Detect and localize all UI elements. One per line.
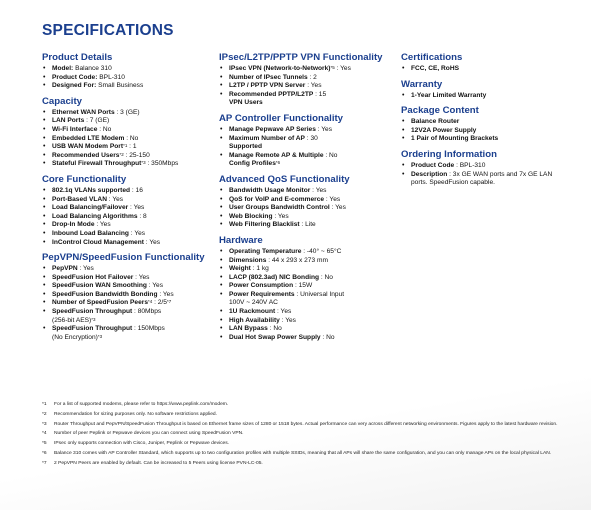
footnote-mark: *5 xyxy=(42,441,47,447)
spec-item xyxy=(219,74,393,83)
spec-item xyxy=(42,204,220,213)
spec-key: Number of IPsec Tunnels xyxy=(229,73,308,81)
spec-value: : 44 x 293 x 273 mm xyxy=(266,256,328,264)
footnote xyxy=(42,461,562,467)
section-title: Advanced QoS Functionality xyxy=(219,173,350,185)
section-title: Package Content xyxy=(401,105,479,117)
spec-value: : Lite xyxy=(299,221,316,229)
spec-value: : 3 (GE) xyxy=(114,108,140,116)
spec-item xyxy=(401,65,561,74)
spec-value: : Yes xyxy=(334,65,351,72)
spec-section xyxy=(219,174,393,230)
spec-key: LACP (802.3ad) NIC Bonding xyxy=(229,273,320,281)
spec-item xyxy=(42,196,220,205)
spec-list xyxy=(42,265,220,342)
spec-key: IPsec VPN (Network-to-Network) xyxy=(229,65,331,72)
spec-key: Number of SpeedFusion Peers xyxy=(52,299,148,307)
spec-key: SpeedFusion Hot Failover xyxy=(52,273,134,281)
spec-item xyxy=(219,65,393,74)
spec-key: Designed For: xyxy=(52,82,97,90)
spec-item xyxy=(42,117,220,126)
spec-item xyxy=(42,299,220,308)
spec-key: Manage Pepwave AP Series xyxy=(229,125,316,133)
spec-value: : Universal Input xyxy=(294,290,345,298)
spec-key: 1U Rackmount xyxy=(229,308,276,316)
footnote-mark: *4 xyxy=(42,431,47,437)
spec-value: BPL-310 xyxy=(97,73,125,81)
spec-key: Wi-Fi Interface xyxy=(52,125,98,133)
spec-item xyxy=(42,265,220,274)
footnote-text: IPsec only supports connection with Cisco, Juniper, Peplink or Pepwave devices. xyxy=(54,441,230,447)
page-title: SPECIFICATIONS xyxy=(42,22,174,39)
section-title: Warranty xyxy=(401,78,443,90)
footnote-ref: *2 xyxy=(119,151,124,157)
footnote-mark: *3 xyxy=(42,421,47,427)
spec-value: : 16 xyxy=(130,186,143,194)
spec-key: Web Filtering Blacklist xyxy=(229,221,300,229)
section-title: IPsec/L2TP/PPTP VPN Functionality xyxy=(219,52,383,63)
spec-column-1 xyxy=(42,52,220,347)
spec-item xyxy=(42,109,220,118)
footnote xyxy=(42,431,562,437)
footnote-mark: *1 xyxy=(42,402,47,407)
spec-value: : 3x GE WAN ports and 7x GE LAN ports. SpeedFusion capable. xyxy=(411,170,553,187)
spec-value: : Yes xyxy=(324,195,341,203)
spec-section xyxy=(42,96,220,169)
spec-value: : 7 (GE) xyxy=(84,117,110,125)
footnote-text: Balance 310 comes with AP Controller Standard, which supports up to two configuration profiles with multiple SSIDs, meaning that all APs will share the same configuration, and you can only manage APs on the local physical LAN. xyxy=(54,450,552,456)
spec-list xyxy=(42,65,220,91)
spec-key: 802.1q VLANs supported xyxy=(52,186,131,194)
footnote xyxy=(42,402,562,408)
spec-key: L2TP / PPTP VPN Server xyxy=(229,82,306,90)
section-title: Capacity xyxy=(42,95,82,107)
spec-key: Load Balancing/Failover xyxy=(52,204,129,212)
spec-continuation: (256-bit AES) xyxy=(52,316,92,324)
spec-key: Power Requirements xyxy=(229,290,295,298)
spec-item xyxy=(401,127,561,136)
spec-value: : Yes xyxy=(128,204,145,212)
spec-value: : Yes xyxy=(272,212,289,220)
spec-key: Model: xyxy=(52,65,74,72)
spec-value: : -40° ~ 65°C xyxy=(301,247,342,255)
spec-value: : No xyxy=(323,151,338,159)
spec-key: Embedded LTE Modem xyxy=(52,134,125,142)
spec-key: Product Code xyxy=(411,161,455,169)
spec-value: : 1 kg xyxy=(250,265,269,273)
footnote-ref: *7 xyxy=(166,299,172,305)
spec-item xyxy=(401,135,561,144)
spec-continuation: (No Encryption) xyxy=(52,333,98,341)
spec-key: Recommended PPTP/L2TP xyxy=(229,90,314,98)
footnote-ref: *4 xyxy=(148,299,153,305)
spec-item xyxy=(219,221,393,230)
spec-key: SpeedFusion Bandwidth Bonding xyxy=(52,290,158,298)
spec-list xyxy=(42,109,220,169)
spec-key: Product Code: xyxy=(52,73,98,81)
spec-item xyxy=(219,187,393,196)
footnote-mark: *6 xyxy=(42,450,47,456)
spec-item xyxy=(42,213,220,222)
spec-value: : 2 xyxy=(307,73,317,81)
section-title: AP Controller Functionality xyxy=(219,112,344,124)
spec-value: : Yes xyxy=(146,282,164,290)
spec-key: User Groups Bandwidth Control xyxy=(229,204,330,212)
spec-value: : 2/5 xyxy=(152,299,167,307)
spec-item xyxy=(219,317,393,326)
footnote xyxy=(42,412,562,418)
spec-section xyxy=(401,52,561,74)
spec-key: Load Balancing Algorithms xyxy=(52,212,138,220)
footnotes xyxy=(42,402,562,471)
spec-item xyxy=(219,91,393,108)
spec-value: : 15 xyxy=(313,90,327,98)
spec-key: Drop-In Mode xyxy=(52,221,95,229)
spec-value: : Yes xyxy=(133,273,150,281)
spec-item xyxy=(42,325,220,342)
spec-column-3 xyxy=(401,52,561,193)
spec-key: 1 Pair of Mounting Brackets xyxy=(411,135,499,143)
spec-item xyxy=(401,171,561,188)
spec-item xyxy=(42,126,220,135)
spec-continuation: VPN Users xyxy=(229,99,263,107)
spec-list xyxy=(42,187,220,247)
spec-list xyxy=(219,187,393,230)
footnote-ref: *3 xyxy=(91,316,96,322)
spec-value: : 350Mbps xyxy=(145,160,179,168)
spec-value: : 8 xyxy=(137,212,147,220)
spec-key: QoS for VoIP and E-commerce xyxy=(229,195,325,203)
footnote xyxy=(42,451,562,457)
spec-item xyxy=(42,152,220,161)
section-title: Product Details xyxy=(42,52,113,63)
spec-item xyxy=(219,282,393,291)
spec-item xyxy=(42,160,220,169)
spec-key: Stateful Firewall Throughput xyxy=(52,160,142,168)
spec-value: : No xyxy=(267,325,282,333)
spec-key: SpeedFusion WAN Smoothing xyxy=(52,282,147,290)
spec-key: LAN Bypass xyxy=(229,325,268,333)
footnote-ref: *6 xyxy=(275,160,281,166)
spec-item xyxy=(219,196,393,205)
spec-item xyxy=(219,204,393,213)
spec-item xyxy=(42,308,220,325)
spec-value: : BPL-310 xyxy=(454,161,486,169)
spec-key: Recommended Users xyxy=(52,151,120,159)
spec-key: Dimensions xyxy=(229,256,267,264)
spec-item xyxy=(219,291,393,308)
spec-key: Port-Based VLAN xyxy=(52,195,107,203)
spec-key: Description xyxy=(411,170,448,178)
spec-item xyxy=(42,143,220,152)
spec-item xyxy=(42,239,220,248)
spec-item xyxy=(219,325,393,334)
spec-section xyxy=(219,113,393,169)
spec-value: Balance 310 xyxy=(73,65,112,72)
footnote-ref: *5 xyxy=(330,65,335,70)
spec-item xyxy=(42,135,220,144)
spec-section xyxy=(219,235,393,343)
spec-value: : No xyxy=(97,125,112,133)
spec-item xyxy=(219,248,393,257)
footnote-mark: *2 xyxy=(42,411,47,417)
spec-item xyxy=(219,82,393,91)
spec-value: : Yes xyxy=(315,125,333,133)
section-title: Hardware xyxy=(219,234,263,246)
spec-value: : Yes xyxy=(128,229,146,237)
spec-value: : No xyxy=(124,134,139,142)
spec-key: Operating Temperature xyxy=(229,247,302,255)
spec-value: : 30 xyxy=(304,134,318,142)
spec-key: PepVPN xyxy=(52,265,78,273)
spec-list xyxy=(219,126,393,169)
spec-key: Ethernet WAN Ports xyxy=(52,108,115,116)
spec-list xyxy=(219,248,393,343)
spec-key: Manage Remote AP & Multiple xyxy=(229,151,324,159)
footnote-ref: *1 xyxy=(123,143,128,149)
spec-item xyxy=(219,334,393,343)
footnote-ref: *3 xyxy=(97,333,103,339)
spec-value: : 80Mbps xyxy=(132,308,162,316)
spec-section xyxy=(42,52,220,91)
spec-value: Small Business xyxy=(96,82,144,90)
spec-list xyxy=(401,118,561,144)
spec-key: USB WAN Modem Port xyxy=(52,143,124,151)
spec-value: : Yes xyxy=(143,238,161,246)
footnote-text: Number of peer Peplink or Pepwave devices you can connect using SpeedFusion VPN. xyxy=(54,431,244,437)
spec-key: FCC, CE, RoHS xyxy=(411,65,459,72)
spec-item xyxy=(42,221,220,230)
spec-continuation: 100V ~ 240V AC xyxy=(229,299,278,307)
spec-list xyxy=(401,65,561,74)
spec-section xyxy=(219,52,393,108)
spec-key: 12V2A Power Supply xyxy=(411,126,477,134)
spec-item xyxy=(219,274,393,283)
spec-item xyxy=(219,257,393,266)
spec-item xyxy=(219,308,393,317)
spec-value: : Yes xyxy=(157,290,174,298)
spec-column-2 xyxy=(219,52,393,347)
spec-key: Dual Hot Swap Power Supply xyxy=(229,333,321,341)
spec-section xyxy=(42,252,220,342)
spec-list xyxy=(401,162,561,188)
spec-key: Maximum Number of AP xyxy=(229,134,305,142)
spec-item xyxy=(42,291,220,300)
spec-item xyxy=(42,187,220,196)
spec-item xyxy=(219,265,393,274)
section-title: Core Functionality xyxy=(42,173,127,185)
spec-key: Weight xyxy=(229,265,251,273)
spec-value: : Yes xyxy=(329,204,346,212)
section-title: PepVPN/SpeedFusion Functionality xyxy=(42,252,205,264)
footnote-ref: *3 xyxy=(141,160,146,166)
spec-item xyxy=(42,230,220,239)
spec-key: Balance Router xyxy=(411,118,460,126)
spec-key: Web Blocking xyxy=(229,212,273,220)
spec-item xyxy=(219,126,393,135)
spec-key: High Availability xyxy=(229,316,280,324)
spec-item xyxy=(401,92,561,101)
spec-section xyxy=(401,79,561,101)
spec-item xyxy=(219,213,393,222)
spec-item xyxy=(42,282,220,291)
footnote-text: Recommendation for sizing purposes only. No software restrictions applied. xyxy=(54,411,218,417)
footnote-text: For a list of supported modems, please refer to https://www.peplink.com/modem. xyxy=(54,402,229,407)
spec-item xyxy=(219,135,393,152)
footnote-text: 2 PepVPN Peers are enabled by default. Can be increased to 5 Peers using license PVN-LC-05. xyxy=(54,460,263,466)
spec-key: Bandwidth Usage Monitor xyxy=(229,186,311,194)
spec-continuation: Supported xyxy=(229,143,262,151)
spec-value: : Yes xyxy=(106,195,124,203)
spec-value: : Yes xyxy=(275,308,292,316)
spec-item xyxy=(42,65,220,74)
spec-value: : Yes xyxy=(279,316,296,324)
spec-item xyxy=(401,118,561,127)
spec-value: : Yes xyxy=(94,221,111,229)
spec-list xyxy=(219,65,393,108)
section-title: Certifications xyxy=(401,52,463,63)
spec-value: : Yes xyxy=(310,186,327,194)
spec-key: Power Consumption xyxy=(229,282,294,290)
spec-key: Inbound Load Balancing xyxy=(52,229,129,237)
spec-item xyxy=(219,152,393,169)
spec-key: 1-Year Limited Warranty xyxy=(411,91,487,99)
spec-value: : 15W xyxy=(293,282,313,290)
spec-value: : 1 xyxy=(127,143,137,151)
spec-section xyxy=(42,174,220,247)
spec-continuation: Config Profiles xyxy=(229,160,276,168)
spec-value: : 150Mbps xyxy=(132,325,165,333)
spec-list xyxy=(401,92,561,101)
spec-item xyxy=(42,82,220,91)
footnote xyxy=(42,441,562,447)
section-title: Ordering Information xyxy=(401,148,497,160)
spec-value: : Yes xyxy=(77,265,94,273)
spec-value: : No xyxy=(319,273,333,281)
spec-value: : Yes xyxy=(305,82,322,90)
spec-value: : 25-150 xyxy=(123,151,150,159)
footnote-mark: *7 xyxy=(42,460,47,466)
spec-item xyxy=(42,274,220,283)
spec-section xyxy=(401,105,561,144)
spec-section xyxy=(401,149,561,188)
footnote-text: Router Throughput and PepVPN/SpeedFusion Throughput is based on Ethernet frame sizes of 1280 or 1518 bytes. Actual performance can very across different networking environments. Figures apply to the latest hardware revision. xyxy=(54,421,558,427)
footnote xyxy=(42,422,562,428)
spec-key: InControl Cloud Management xyxy=(52,238,144,246)
spec-value: : No xyxy=(320,333,335,341)
spec-item xyxy=(42,74,220,83)
spec-key: LAN Ports xyxy=(52,117,85,125)
spec-key: SpeedFusion Throughput xyxy=(52,308,133,316)
spec-key: SpeedFusion Throughput xyxy=(52,325,133,333)
spec-item xyxy=(401,162,561,171)
